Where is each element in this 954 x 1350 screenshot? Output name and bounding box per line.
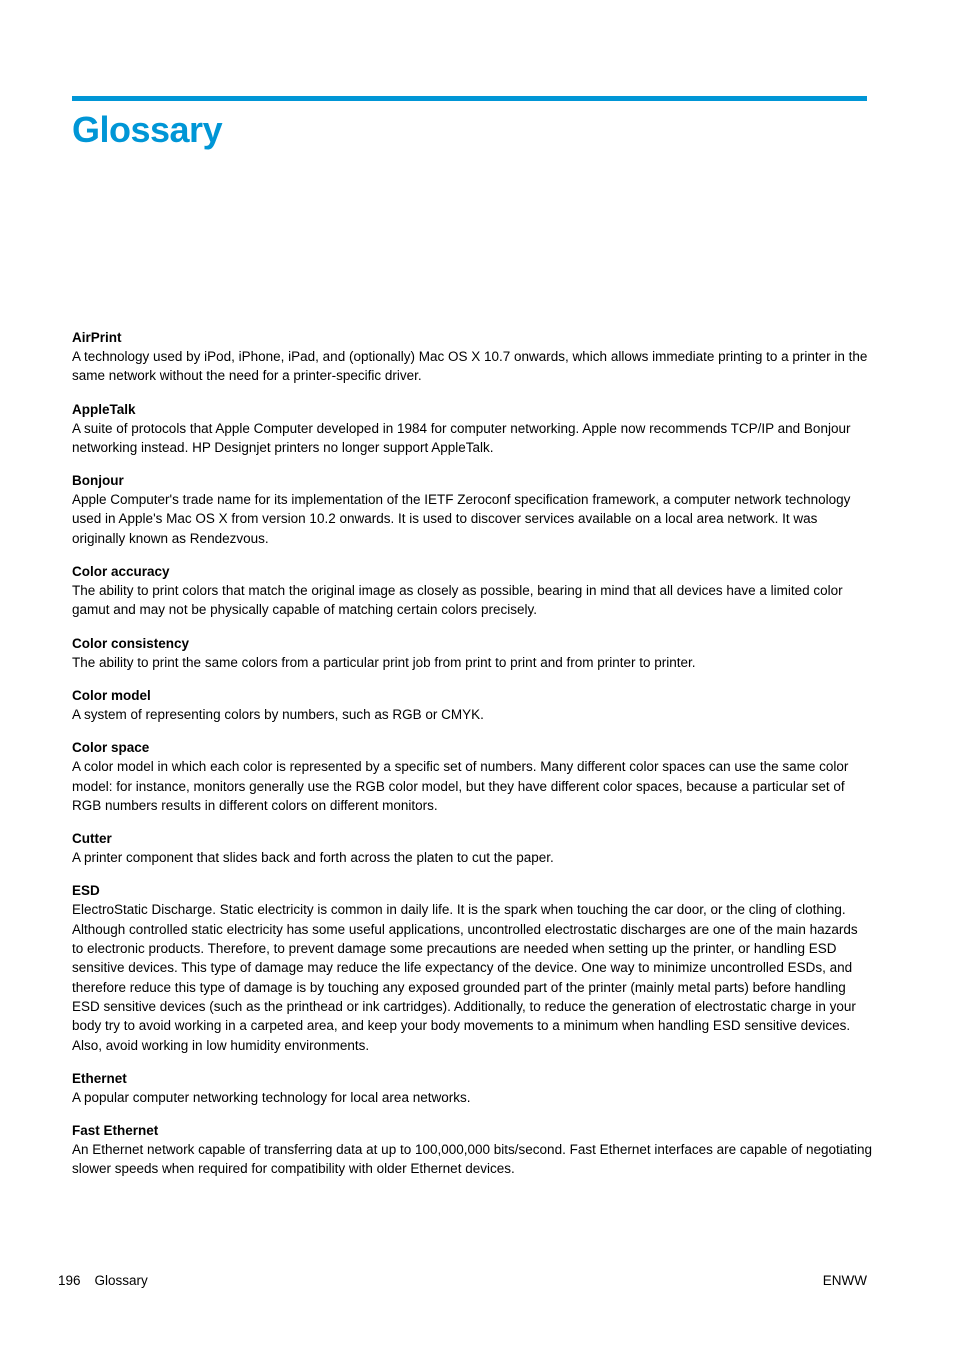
glossary-definition: An Ethernet network capable of transferring data at up to 100,000,000 bits/second. Fast Ethernet interfaces are capable of negotiating slower speeds when required for compatibility with older Ethernet devices. (72, 1142, 873, 1177)
glossary-term: Cutter (72, 831, 112, 847)
glossary-definition: ElectroStatic Discharge. Static electricity is common in daily life. It is the spark when touching the car door, or the cling of clothing. Although controlled static electricity has some useful applications, uncontrolled electrostatic discharges are one of the main hazards to electronic products. Therefore, to prevent damage some precautions are needed when setting up the printer, or handling ESD sensitive devices. This type of damage may reduce the life expectancy of the device. One way to minimize uncontrolled ESDs, and therefore reduce this type of damage is by touching any exposed grounded part of the printer (mainly metal parts) before handling ESD sensitive devices (such as the printhead or ink cartridges). Additionally, to reduce the generation of electrostatic charge in your body try to avoid working in a carpeted area, and keep your body movements to a minimum when handling ESD sensitive devices. Also, avoid working in low humidity environments. (72, 902, 858, 1053)
glossary-entry-fast-ethernet (72, 1121, 872, 1179)
glossary-term: Color accuracy (72, 564, 170, 580)
glossary-definition: A printer component that slides back and forth across the platen to cut the paper. (72, 850, 554, 866)
glossary-entry-ethernet (72, 1069, 872, 1107)
glossary-term: ESD (72, 883, 100, 899)
glossary-entry-bonjour (72, 471, 872, 548)
glossary-definition: Apple Computer's trade name for its implementation of the IETF Zeroconf specification framework, a computer network technology used in Apple's Mac OS X from version 10.2 onwards. It is used to discover services available on a local area network. It was originally known as Rendezvous. (72, 492, 851, 546)
glossary-entry-airprint (72, 328, 872, 386)
glossary-definition: The ability to print colors that match the original image as closely as possible, bearing in mind that all devices have a limited color gamut and may not be physically capable of matching certain colors precisely. (72, 583, 843, 618)
page-number: 196 (58, 1273, 81, 1288)
glossary-entry-color-accuracy (72, 562, 872, 620)
glossary-definition: A suite of protocols that Apple Computer developed in 1984 for computer networking. Apple now recommends TCP/IP and Bonjour networking instead. HP Designjet printers no longer support AppleTalk. (72, 420, 851, 455)
glossary-list (72, 328, 872, 1193)
glossary-entry-color-model (72, 686, 872, 724)
glossary-term: Color model (72, 687, 151, 703)
glossary-term: AirPrint (72, 330, 122, 345)
glossary-term: Ethernet (72, 1070, 127, 1086)
glossary-definition: A popular computer networking technology for local area networks. (72, 1089, 471, 1105)
glossary-entry-cutter (72, 829, 872, 867)
glossary-term: Bonjour (72, 473, 124, 489)
footer-section-title: Glossary (94, 1273, 148, 1288)
glossary-entry-esd (72, 881, 872, 1054)
glossary-term: Fast Ethernet (72, 1123, 159, 1139)
glossary-definition: A color model in which each color is represented by a specific set of numbers. Many different color spaces can use the same color model: for instance, monitors generally use the RGB color model, but they have different color spaces, because a particular set of RGB numbers results in different colors on different monitors. (72, 759, 849, 813)
glossary-entry-color-space (72, 738, 872, 815)
glossary-entry-color-consistency (72, 634, 872, 672)
glossary-definition: A technology used by iPod, iPhone, iPad, and (optionally) Mac OS X 10.7 onwards, which allows immediate printing to a printer in the same network without the need for a printer-specific driver. (72, 349, 868, 384)
page-footer-left (58, 1271, 148, 1290)
glossary-term: AppleTalk (72, 401, 136, 417)
glossary-definition: A system of representing colors by numbers, such as RGB or CMYK. (72, 706, 484, 722)
page-title: Glossary (72, 109, 223, 150)
glossary-definition: The ability to print the same colors from a particular print job from print to print and from printer to printer. (72, 654, 696, 670)
glossary-entry-appletalk (72, 400, 872, 458)
glossary-term: Color space (72, 740, 150, 756)
glossary-term: Color consistency (72, 635, 190, 651)
title-rule (72, 96, 867, 101)
footer-locale: ENWW (822, 1273, 867, 1288)
